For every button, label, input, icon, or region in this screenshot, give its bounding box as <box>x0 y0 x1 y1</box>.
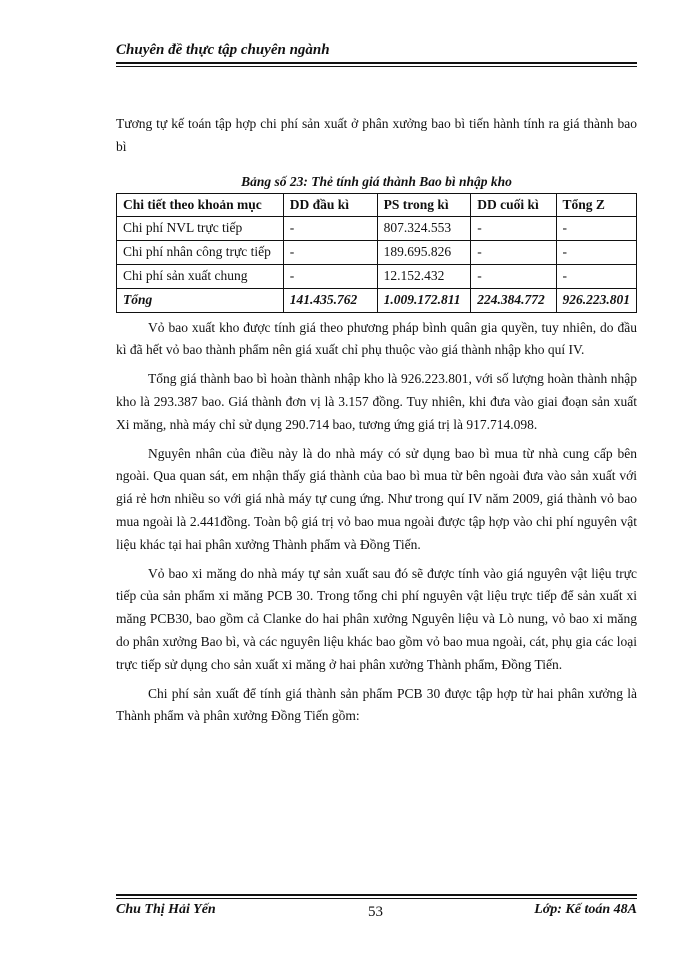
body-paragraph: Vỏ bao xuất kho được tính giá theo phương pháp bình quân gia quyền, tuy nhiên, do đầu kì đã hết vỏ bao thành phẩm nên giá xuất chỉ phụ thuộc vào giá thành nhập kho quí IV. <box>116 319 637 358</box>
intro-paragraph: Tương tự kế toán tập hợp chi phí sản xuất ở phân xưởng bao bì tiến hành tính ra giá thành bao bì <box>116 116 637 154</box>
footer-class: Lớp: Kế toán 48A <box>534 902 637 917</box>
header-cell-total-z: Tổng Z <box>556 193 637 217</box>
body-paragraph: Chi phí sản xuất để tính giá thành sản phẩm PCB 30 được tập hợp từ hai phân xưởng là Thành phẩm và phân xưởng Đồng Tiến gồm: <box>116 685 637 724</box>
table-cell: Chi phí NVL trực tiếp <box>117 217 284 241</box>
header-rule <box>116 62 637 64</box>
table-cell: - <box>471 264 556 288</box>
table-total-row <box>117 288 637 312</box>
body-paragraph: Nguyên nhân của điều này là do nhà máy có sử dụng bao bì mua từ nhà cung cấp bên ngoài. Qua quan sát, em nhận thấy giá thành của bao bì mua từ bên ngoài đưa vào sản xuất với giá rẻ hơn nhiều so với giá nhà máy tự cung ứng. Như trong quí IV năm 2009, giá thành vỏ bao mua ngoài là 2.441đồng. Toàn bộ giá trị vỏ bao mua ngoài được tập hợp vào chi phí nguyên vật liệu khác tại hai phân xưởng Thành phẩm và Đồng Tiến. <box>116 445 637 552</box>
header-cell-dd-end: DD cuối kì <box>471 193 556 217</box>
table-cell: - <box>556 241 637 265</box>
header-title: Chuyên đề thực tập chuyên ngành <box>116 42 330 58</box>
table-cell: - <box>283 241 377 265</box>
table-cell: 189.695.826 <box>377 241 471 265</box>
table-caption: Bảng số 23: Thẻ tính giá thành Bao bì nhập kho <box>241 173 512 189</box>
table-cell: Chi phí nhân công trực tiếp <box>117 241 284 265</box>
table-cell: 12.152.432 <box>377 264 471 288</box>
table-cell: Chi phí sản xuất chung <box>117 264 284 288</box>
body-paragraph: Vỏ bao xi măng do nhà máy tự sản xuất sau đó sẽ được tính vào giá nguyên vật liệu trực tiếp của sản phẩm xi măng PCB 30. Trong tổng chi phí nguyên vật liệu trực tiếp để sản xuất xi măng PCB30, bao gồm cả Clanke do hai phân xưởng Nguyên liệu và Lò nung, vỏ bao xi măng do phân xưởng Bao bì, và các nguyên liệu khác bao gồm vỏ bao mua ngoài, cát, phụ gia các loại trực tiếp sử dụng cho sản xuất xi măng ở hai phân xưởng Thành phẩm, Đồng Tiến. <box>116 565 637 672</box>
total-ps: 1.009.172.811 <box>377 288 471 312</box>
header-cell-dd-start: DD đầu kì <box>283 193 377 217</box>
total-label: Tổng <box>117 288 284 312</box>
cost-table <box>116 193 637 313</box>
table-row <box>117 217 637 241</box>
header-cell-ps: PS trong kì <box>377 193 471 217</box>
footer-rule <box>116 894 637 896</box>
header-cell-detail: Chi tiết theo khoản mục <box>117 193 284 217</box>
table-cell: - <box>283 264 377 288</box>
table-cell: - <box>283 217 377 241</box>
footer-author: Chu Thị Hải Yến <box>116 902 216 917</box>
table-row <box>117 264 637 288</box>
table-cell: - <box>471 217 556 241</box>
table-cell: - <box>556 264 637 288</box>
header-rule-thin <box>116 66 637 67</box>
body-paragraph: Tổng giá thành bao bì hoàn thành nhập kho là 926.223.801, với số lượng hoàn thành nhập kho là 293.387 bao. Giá thành đơn vị là 3.157 đồng. Tuy nhiên, khi đưa vào giai đoạn sản xuất Xi măng, nhà máy chỉ sử dụng 290.714 bao, tương ứng giá trị là 917.714.098. <box>116 371 637 432</box>
table-header-row <box>117 193 637 217</box>
table-cell: - <box>471 241 556 265</box>
total-dd-start: 141.435.762 <box>283 288 377 312</box>
total-z: 926.223.801 <box>556 288 637 312</box>
total-dd-end: 224.384.772 <box>471 288 556 312</box>
page-content <box>116 113 637 728</box>
table-cell: - <box>556 217 637 241</box>
page-number: 53 <box>368 904 383 920</box>
footer-rule-thin <box>116 898 637 899</box>
table-row <box>117 241 637 265</box>
table-cell: 807.324.553 <box>377 217 471 241</box>
